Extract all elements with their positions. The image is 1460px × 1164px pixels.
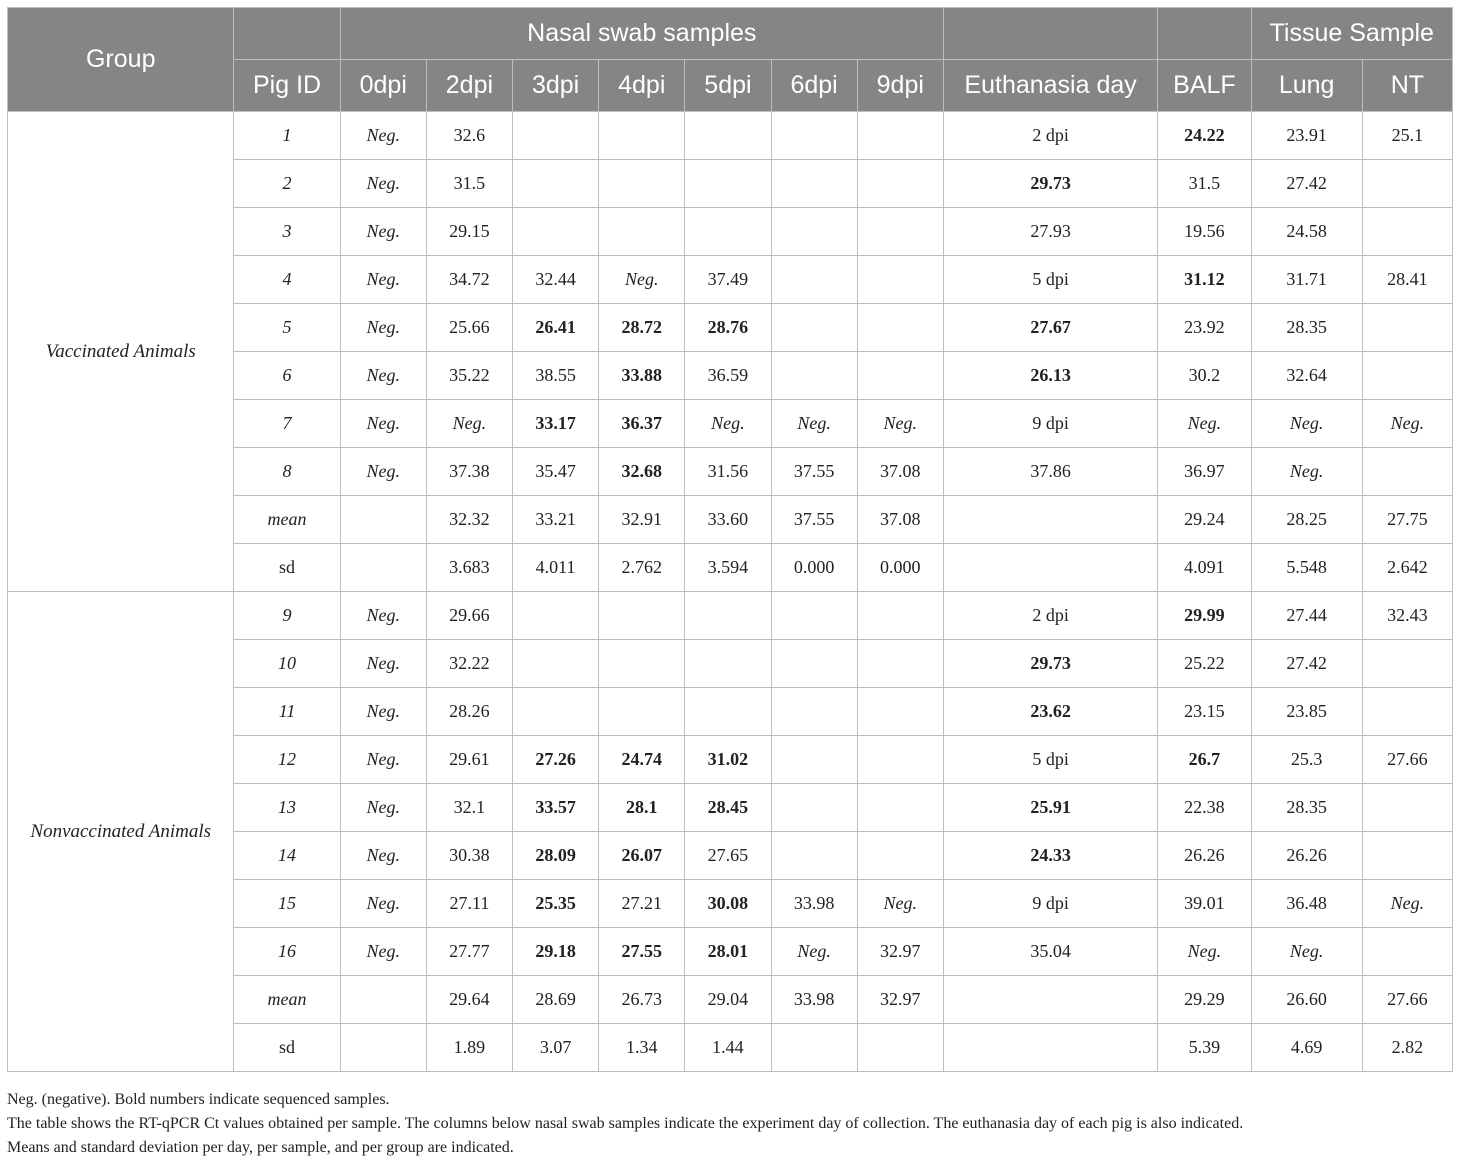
table-cell: 32.91 [599, 496, 685, 544]
table-cell: 36.48 [1251, 880, 1362, 928]
table-cell: 23.92 [1158, 304, 1251, 352]
table-cell [771, 1024, 857, 1072]
table-cell: 25.91 [943, 784, 1157, 832]
table-cell [771, 256, 857, 304]
table-cell [771, 304, 857, 352]
table-cell: 29.24 [1158, 496, 1251, 544]
table-cell: 34.72 [426, 256, 512, 304]
table-cell: 28.76 [685, 304, 771, 352]
table-cell: 32.97 [857, 928, 943, 976]
table-cell: 33.88 [599, 352, 685, 400]
table-cell: 5.39 [1158, 1024, 1251, 1072]
table-cell: 26.41 [513, 304, 599, 352]
group-label: Nonvaccinated Animals [8, 592, 234, 1072]
table-cell: 29.15 [426, 208, 512, 256]
table-cell: 36.97 [1158, 448, 1251, 496]
table-cell: Neg. [340, 736, 426, 784]
table-cell: 31.12 [1158, 256, 1251, 304]
pig-id-cell: 15 [234, 880, 340, 928]
header-blank [943, 8, 1157, 60]
header-nasal-swab: Nasal swab samples [340, 8, 943, 60]
table-cell: 32.97 [857, 976, 943, 1024]
table-cell: 28.25 [1251, 496, 1362, 544]
table-cell: 27.26 [513, 736, 599, 784]
table-cell: 28.26 [426, 688, 512, 736]
table-cell: 5.548 [1251, 544, 1362, 592]
table-cell: 28.41 [1362, 256, 1452, 304]
table-cell: 1.89 [426, 1024, 512, 1072]
table-cell [857, 256, 943, 304]
table-cell [857, 592, 943, 640]
table-cell [1362, 688, 1452, 736]
header-pig-id: Pig ID [234, 60, 340, 112]
table-cell [599, 640, 685, 688]
table-cell: 26.7 [1158, 736, 1251, 784]
table-cell: 28.35 [1251, 304, 1362, 352]
table-cell: 0.000 [857, 544, 943, 592]
table-cell: Neg. [340, 640, 426, 688]
table-cell: 2 dpi [943, 112, 1157, 160]
table-cell: 36.59 [685, 352, 771, 400]
table-cell: 1.44 [685, 1024, 771, 1072]
table-cell: 31.02 [685, 736, 771, 784]
table-cell [1362, 352, 1452, 400]
header-day: 9dpi [857, 60, 943, 112]
table-cell: Neg. [340, 400, 426, 448]
table-cell [771, 208, 857, 256]
table-cell: Neg. [340, 256, 426, 304]
pig-id-cell: 1 [234, 112, 340, 160]
table-cell [857, 832, 943, 880]
table-cell: 5 dpi [943, 256, 1157, 304]
table-cell [599, 688, 685, 736]
table-cell: 32.1 [426, 784, 512, 832]
table-cell [771, 688, 857, 736]
table-cell [513, 640, 599, 688]
table-cell [857, 112, 943, 160]
table-row [8, 592, 1453, 640]
table-cell [771, 832, 857, 880]
table-cell: 29.61 [426, 736, 512, 784]
table-cell: 24.33 [943, 832, 1157, 880]
table-cell [340, 496, 426, 544]
table-cell: 27.66 [1362, 736, 1452, 784]
table-cell: Neg. [340, 688, 426, 736]
header-day: 5dpi [685, 60, 771, 112]
table-cell: Neg. [340, 112, 426, 160]
table-cell: 9 dpi [943, 880, 1157, 928]
table-cell: 27.11 [426, 880, 512, 928]
table-cell: Neg. [340, 928, 426, 976]
table-cell: 27.42 [1251, 160, 1362, 208]
table-cell: Neg. [340, 160, 426, 208]
pig-id-cell: 16 [234, 928, 340, 976]
table-cell [943, 544, 1157, 592]
table-cell: Neg. [857, 880, 943, 928]
table-cell [857, 1024, 943, 1072]
table-cell: 23.91 [1251, 112, 1362, 160]
table-cell [857, 304, 943, 352]
table-cell [771, 640, 857, 688]
table-cell [1362, 448, 1452, 496]
pig-id-cell: 7 [234, 400, 340, 448]
table-cell: 33.21 [513, 496, 599, 544]
table-cell: 31.5 [1158, 160, 1251, 208]
table-cell [513, 160, 599, 208]
table-cell: 1.34 [599, 1024, 685, 1072]
table-cell: 4.69 [1251, 1024, 1362, 1072]
table-cell: 27.67 [943, 304, 1157, 352]
table-cell: Neg. [340, 592, 426, 640]
table-cell: 30.38 [426, 832, 512, 880]
table-cell [685, 640, 771, 688]
table-cell [857, 352, 943, 400]
table-cell [857, 688, 943, 736]
table-cell: 23.62 [943, 688, 1157, 736]
pig-id-cell: 3 [234, 208, 340, 256]
table-cell: 36.37 [599, 400, 685, 448]
table-cell: 27.77 [426, 928, 512, 976]
header-day: 3dpi [513, 60, 599, 112]
pig-id-cell: 9 [234, 592, 340, 640]
table-cell: Neg. [340, 880, 426, 928]
header-lung: Lung [1251, 60, 1362, 112]
table-cell: 32.64 [1251, 352, 1362, 400]
table-cell: 24.58 [1251, 208, 1362, 256]
table-cell: 31.71 [1251, 256, 1362, 304]
table-cell [943, 496, 1157, 544]
table-cell: 33.17 [513, 400, 599, 448]
table-cell: 28.09 [513, 832, 599, 880]
table-cell [685, 160, 771, 208]
table-cell: 27.55 [599, 928, 685, 976]
table-cell: Neg. [340, 784, 426, 832]
table-cell: Neg. [857, 400, 943, 448]
table-cell: 5 dpi [943, 736, 1157, 784]
table-cell: 28.35 [1251, 784, 1362, 832]
table-cell: 3.683 [426, 544, 512, 592]
table-cell [340, 976, 426, 1024]
table-cell: 30.08 [685, 880, 771, 928]
header-day: 6dpi [771, 60, 857, 112]
footnote: Neg. (negative). Bold numbers indicate sequenced samples. [7, 1091, 390, 1108]
header-balf: BALF [1158, 60, 1251, 112]
table-cell: 27.65 [685, 832, 771, 880]
table-header [8, 8, 1453, 112]
table-cell [599, 208, 685, 256]
table-footnotes [7, 1088, 1453, 1160]
table-cell [513, 592, 599, 640]
table-cell [1362, 784, 1452, 832]
table-cell [1362, 208, 1452, 256]
table-cell: Neg. [599, 256, 685, 304]
table-cell: Neg. [340, 208, 426, 256]
table-cell [771, 592, 857, 640]
table-cell: 9 dpi [943, 400, 1157, 448]
table-cell: 27.75 [1362, 496, 1452, 544]
table-cell: 39.01 [1158, 880, 1251, 928]
table-cell [340, 1024, 426, 1072]
table-cell: 27.21 [599, 880, 685, 928]
table-cell [771, 736, 857, 784]
table-cell: 35.22 [426, 352, 512, 400]
table-cell: 4.091 [1158, 544, 1251, 592]
table-cell: Neg. [771, 928, 857, 976]
table-cell: 29.99 [1158, 592, 1251, 640]
table-cell [1362, 928, 1452, 976]
table-cell: 28.1 [599, 784, 685, 832]
footnote: The table shows the RT-qPCR Ct values obtained per sample. The columns below nasal swab samples indicate the experiment day of collection. The euthanasia day of each pig is also indicated. [7, 1115, 1244, 1132]
table-cell [685, 208, 771, 256]
table-cell: 26.26 [1251, 832, 1362, 880]
table-cell [685, 112, 771, 160]
table-cell: 37.38 [426, 448, 512, 496]
table-cell: Neg. [1362, 880, 1452, 928]
table-cell: 26.73 [599, 976, 685, 1024]
table-body [8, 112, 1453, 1072]
table-cell: 29.73 [943, 640, 1157, 688]
group-label: Vaccinated Animals [8, 112, 234, 592]
table-cell [943, 976, 1157, 1024]
header-group: Group [8, 8, 234, 112]
pig-id-cell: 12 [234, 736, 340, 784]
table-cell [1362, 304, 1452, 352]
table-cell: 35.47 [513, 448, 599, 496]
table-cell: 33.98 [771, 976, 857, 1024]
table-cell: 24.74 [599, 736, 685, 784]
table-cell [599, 160, 685, 208]
table-cell: 32.44 [513, 256, 599, 304]
table-cell: 29.29 [1158, 976, 1251, 1024]
header-blank [234, 8, 340, 60]
table-cell [771, 112, 857, 160]
table-cell: 24.22 [1158, 112, 1251, 160]
table-cell: 26.13 [943, 352, 1157, 400]
table-cell: 0.000 [771, 544, 857, 592]
table-cell: 26.60 [1251, 976, 1362, 1024]
table-cell: 29.66 [426, 592, 512, 640]
header-day: 4dpi [599, 60, 685, 112]
pig-id-cell: 4 [234, 256, 340, 304]
table-cell: 4.011 [513, 544, 599, 592]
table-cell: 29.64 [426, 976, 512, 1024]
pig-id-cell: 5 [234, 304, 340, 352]
table-cell [685, 592, 771, 640]
table-cell: 2 dpi [943, 592, 1157, 640]
table-cell: 30.2 [1158, 352, 1251, 400]
table-cell: 37.49 [685, 256, 771, 304]
table-cell: 27.42 [1251, 640, 1362, 688]
table-cell: Neg. [340, 304, 426, 352]
table-cell: 25.22 [1158, 640, 1251, 688]
table-cell [340, 544, 426, 592]
table-cell [1362, 160, 1452, 208]
table-cell: Neg. [426, 400, 512, 448]
table-cell: 25.3 [1251, 736, 1362, 784]
table-cell: 28.72 [599, 304, 685, 352]
table-cell [513, 208, 599, 256]
table-cell: 3.07 [513, 1024, 599, 1072]
header-euthanasia-day: Euthanasia day [943, 60, 1157, 112]
mean-label: mean [234, 496, 340, 544]
header-day: 0dpi [340, 60, 426, 112]
table-cell [943, 1024, 1157, 1072]
header-nt: NT [1362, 60, 1452, 112]
table-cell: Neg. [685, 400, 771, 448]
table-cell: 25.35 [513, 880, 599, 928]
table-cell: 29.04 [685, 976, 771, 1024]
table-cell: 32.22 [426, 640, 512, 688]
table-cell [1362, 832, 1452, 880]
table-cell: 28.45 [685, 784, 771, 832]
table-cell: Neg. [1251, 928, 1362, 976]
pig-id-cell: 11 [234, 688, 340, 736]
table-cell: 2.642 [1362, 544, 1452, 592]
table-cell [599, 112, 685, 160]
table-cell [771, 160, 857, 208]
mean-label: mean [234, 976, 340, 1024]
table-cell: Neg. [1251, 448, 1362, 496]
table-cell [1362, 640, 1452, 688]
table-cell: Neg. [1251, 400, 1362, 448]
ct-values-table [7, 7, 1453, 1072]
pig-id-cell: 8 [234, 448, 340, 496]
table-cell [857, 784, 943, 832]
table-cell [685, 688, 771, 736]
table-cell [513, 688, 599, 736]
sd-label: sd [234, 1024, 340, 1072]
table-cell: Neg. [340, 832, 426, 880]
table-cell: Neg. [340, 448, 426, 496]
table-cell: 37.55 [771, 448, 857, 496]
header-blank [1158, 8, 1251, 60]
footnote: Means and standard deviation per day, per sample, and per group are indicated. [7, 1139, 514, 1156]
table-cell [857, 736, 943, 784]
table-cell: 28.01 [685, 928, 771, 976]
table-cell [857, 208, 943, 256]
table-cell: 38.55 [513, 352, 599, 400]
table-cell: 25.1 [1362, 112, 1452, 160]
table-cell: 2.82 [1362, 1024, 1452, 1072]
pig-id-cell: 14 [234, 832, 340, 880]
table-cell [771, 784, 857, 832]
table-cell [771, 352, 857, 400]
pig-id-cell: 10 [234, 640, 340, 688]
table-cell: 32.43 [1362, 592, 1452, 640]
table-cell: 23.15 [1158, 688, 1251, 736]
table-cell: 25.66 [426, 304, 512, 352]
table-cell: Neg. [1158, 400, 1251, 448]
table-cell: 35.04 [943, 928, 1157, 976]
pig-id-cell: 13 [234, 784, 340, 832]
table-cell: 33.57 [513, 784, 599, 832]
table-cell: Neg. [340, 352, 426, 400]
table-cell: 22.38 [1158, 784, 1251, 832]
table-cell: 37.86 [943, 448, 1157, 496]
table-cell: 26.26 [1158, 832, 1251, 880]
table-cell: Neg. [1158, 928, 1251, 976]
table-cell: 26.07 [599, 832, 685, 880]
table-cell [513, 112, 599, 160]
table-cell: 3.594 [685, 544, 771, 592]
table-cell: 29.73 [943, 160, 1157, 208]
table-cell [857, 640, 943, 688]
table-cell: 32.6 [426, 112, 512, 160]
table-cell: 19.56 [1158, 208, 1251, 256]
table-cell: 23.85 [1251, 688, 1362, 736]
table-cell: 37.08 [857, 496, 943, 544]
table-cell: 27.66 [1362, 976, 1452, 1024]
table-cell: 29.18 [513, 928, 599, 976]
table-cell: 37.08 [857, 448, 943, 496]
table-cell: 33.98 [771, 880, 857, 928]
table-cell: 31.56 [685, 448, 771, 496]
table-cell: 2.762 [599, 544, 685, 592]
table-cell [599, 592, 685, 640]
sd-label: sd [234, 544, 340, 592]
table-cell: 32.68 [599, 448, 685, 496]
table-cell: Neg. [771, 400, 857, 448]
table-cell: 28.69 [513, 976, 599, 1024]
header-tissue-sample: Tissue Sample [1251, 8, 1452, 60]
pig-id-cell: 2 [234, 160, 340, 208]
table-cell: 27.44 [1251, 592, 1362, 640]
table-cell: 32.32 [426, 496, 512, 544]
pig-id-cell: 6 [234, 352, 340, 400]
header-day: 2dpi [426, 60, 512, 112]
table-cell: 33.60 [685, 496, 771, 544]
table-cell: 37.55 [771, 496, 857, 544]
table-cell: 27.93 [943, 208, 1157, 256]
table-cell: Neg. [1362, 400, 1452, 448]
table-row [8, 112, 1453, 160]
table-cell [857, 160, 943, 208]
table-cell: 31.5 [426, 160, 512, 208]
